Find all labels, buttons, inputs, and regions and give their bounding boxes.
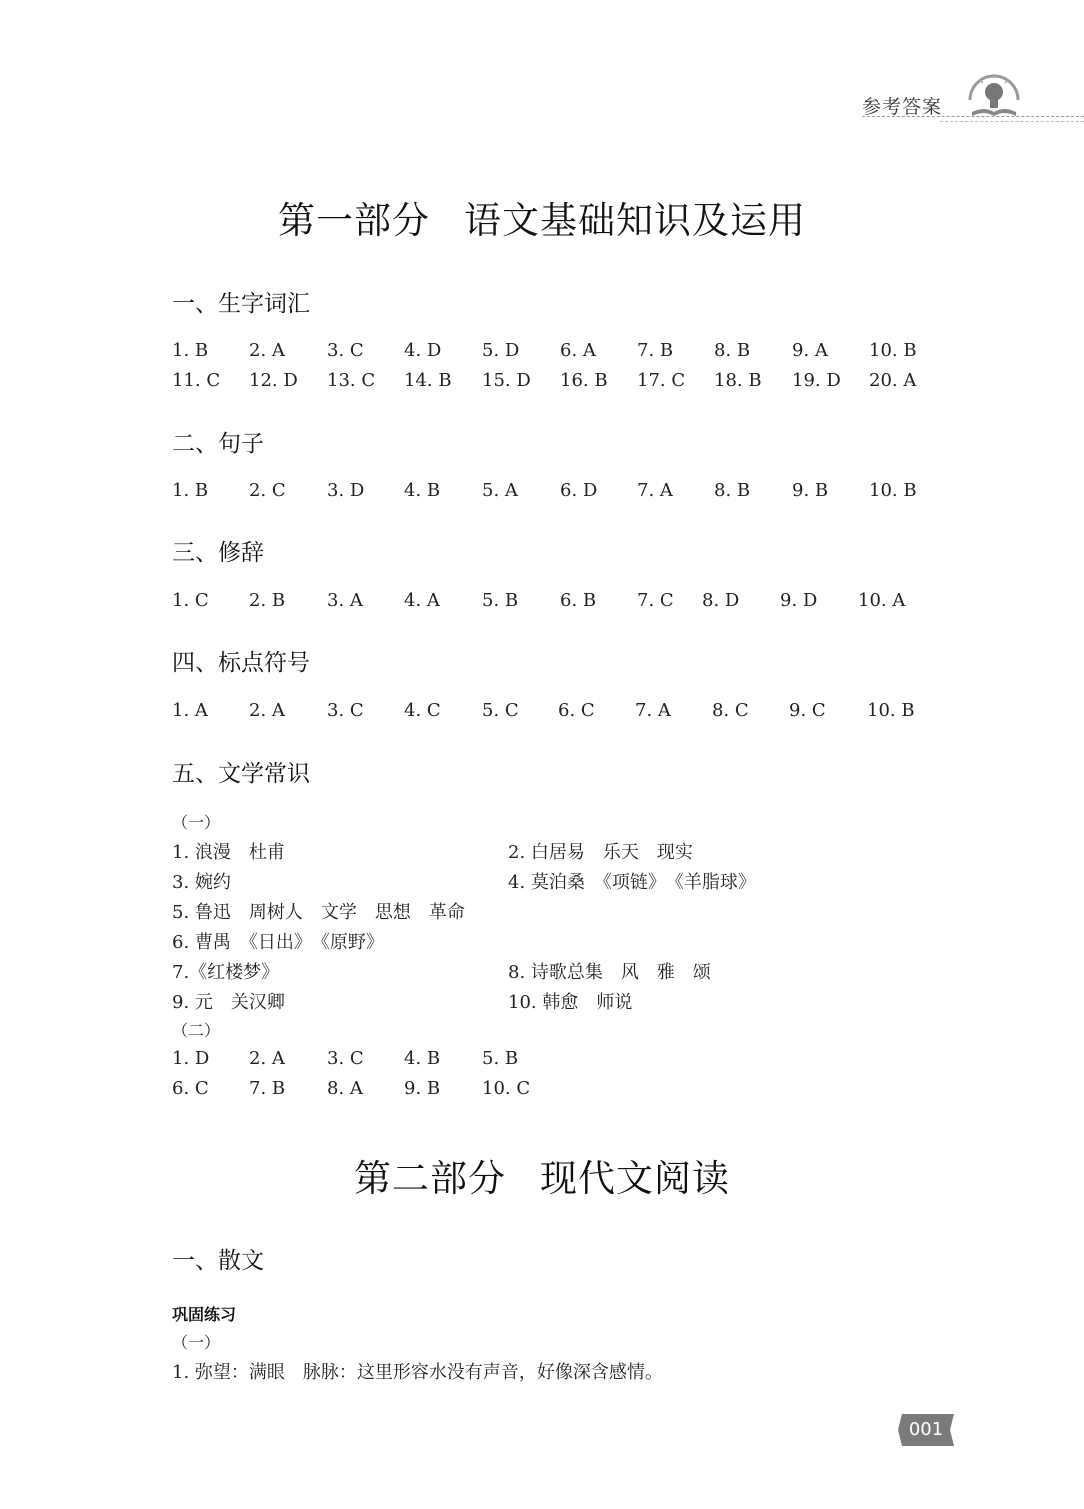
answer-item: 9. C [789, 700, 826, 721]
answers-vocabulary [172, 340, 952, 400]
answer-item: 6. B [560, 590, 597, 611]
literature-row [172, 898, 952, 928]
answer-item: 7. B [637, 340, 674, 361]
answer-item: 2. B [249, 590, 286, 611]
header-divider-secondary [940, 121, 1084, 122]
answer-item: 3. D [327, 480, 365, 501]
answer-item: 6. D [560, 480, 598, 501]
answer-item: 8. A [327, 1078, 363, 1099]
literature-item: 4. 莫泊桑 《项链》 《羊脂球》 [508, 872, 756, 893]
answer-item: 1. A [172, 700, 208, 721]
practice-label: 巩固练习 [172, 1305, 237, 1324]
literature-row [172, 868, 952, 898]
answer-item: 5. A [482, 480, 518, 501]
answer-item: 6. C [558, 700, 595, 721]
subsection-label: （一） [172, 1333, 221, 1352]
answer-item: 7. C [637, 590, 674, 611]
answer-item: 10. B [869, 340, 917, 361]
answer-item: 8. B [714, 340, 751, 361]
part1-title-name: 语文基础知识及运用 [464, 199, 806, 242]
answer-item: 2. A [249, 700, 285, 721]
part1-title [0, 190, 1084, 244]
answer-item: 3. C [327, 700, 364, 721]
literature-item: 8. 诗歌总集 风 雅 颂 [508, 962, 711, 983]
literature-item: 7.《红楼梦》 [172, 962, 280, 983]
answer-item: 6. A [560, 340, 596, 361]
section-title-rhetoric: 三、修辞 [172, 540, 264, 566]
answer-item: 1. B [172, 340, 209, 361]
answer-item: 10. A [858, 590, 906, 611]
answer-item: 7. B [249, 1078, 286, 1099]
answer-item: 1. B [172, 480, 209, 501]
answer-item: 4. D [404, 340, 442, 361]
answer-item: 4. A [404, 590, 440, 611]
part2-title [0, 1148, 1084, 1202]
answer-item: 8. B [714, 480, 751, 501]
answer-item: 1. D [172, 1048, 210, 1069]
section-title-vocabulary: 一、生字词汇 [172, 291, 310, 317]
answers-sentences [172, 480, 952, 510]
answer-item: 3. C [327, 1048, 364, 1069]
answer-item: 11. C [172, 370, 221, 391]
literature-item: 1. 浪漫 杜甫 [172, 842, 285, 863]
lightbulb-book-icon [962, 66, 1026, 122]
answer-item: 13. C [327, 370, 376, 391]
literature-item: 10. 韩愈 师说 [508, 992, 633, 1013]
answer-item: 4. C [404, 700, 441, 721]
section-title-punctuation: 四、标点符号 [172, 650, 310, 676]
literature-row [172, 838, 952, 868]
answer-item: 5. C [482, 700, 519, 721]
section-title-literature: 五、文学常识 [172, 761, 310, 787]
part2-title-number: 第二部分 [354, 1157, 506, 1200]
literature-item: 9. 元 关汉卿 [172, 992, 285, 1013]
answer-row [172, 370, 952, 400]
section-title-prose: 一、散文 [172, 1248, 264, 1274]
answer-item: 5. B [482, 1048, 519, 1069]
answer-item: 10. B [869, 480, 917, 501]
header-divider [862, 116, 1084, 117]
answers-rhetoric [172, 590, 952, 620]
answer-item: 9. B [404, 1078, 441, 1099]
answer-row [172, 480, 952, 510]
answer-row [172, 700, 952, 730]
literature-item: 5. 鲁迅 周树人 文学 思想 革命 [172, 902, 465, 923]
answer-row [172, 340, 952, 370]
answer-item: 4. B [404, 480, 441, 501]
page-number: 001 [908, 1419, 944, 1440]
answer-item: 2. C [249, 480, 286, 501]
answer-row [172, 590, 952, 620]
answer-item: 12. D [249, 370, 298, 391]
subsection-label: （二） [172, 1021, 221, 1040]
answer-item: 14. B [404, 370, 452, 391]
answer-item: 10. B [867, 700, 915, 721]
literature-item: 6. 曹禺 《日出》 《原野》 [172, 932, 384, 953]
section-title-sentences: 二、句子 [172, 431, 264, 457]
answer-item: 19. D [792, 370, 841, 391]
answer-item: 5. B [482, 590, 519, 611]
answer-item: 7. A [637, 480, 673, 501]
answer-row [172, 1078, 952, 1108]
literature-item: 3. 婉约 [172, 872, 231, 893]
answer-item: 5. D [482, 340, 520, 361]
literature-row [172, 958, 952, 988]
answer-item: 7. A [635, 700, 671, 721]
answer-item: 18. B [714, 370, 762, 391]
header-label: 参考答案 [862, 96, 943, 118]
answer-item: 9. D [780, 590, 818, 611]
answer-item: 1. C [172, 590, 209, 611]
prose-answers [172, 1330, 952, 1388]
answer-item: 9. B [792, 480, 829, 501]
literature-row [172, 928, 952, 958]
subsection-label: （一） [172, 813, 221, 832]
literature-item: 2. 白居易 乐天 现实 [508, 842, 693, 863]
part2-title-name: 现代文阅读 [540, 1157, 730, 1200]
answer-item: 8. C [712, 700, 749, 721]
answer-item: 6. C [172, 1078, 209, 1099]
answer-item: 17. C [637, 370, 686, 391]
answer-item: 9. A [792, 340, 828, 361]
answer-row [172, 1048, 952, 1078]
answer-item: 15. D [482, 370, 531, 391]
literature-row [172, 988, 952, 1018]
answer-item: 10. C [482, 1078, 531, 1099]
answer-item: 16. B [560, 370, 608, 391]
answer-item: 8. D [702, 590, 740, 611]
part1-title-number: 第一部分 [278, 199, 430, 242]
answer-item: 2. A [249, 1048, 285, 1069]
literature-answers [172, 810, 952, 1108]
answer-item: 4. B [404, 1048, 441, 1069]
answer-item: 3. C [327, 340, 364, 361]
prose-answer-line: 1. 弥望：满眼 脉脉：这里形容水没有声音，好像深含感情。 [172, 1362, 663, 1383]
answer-item: 3. A [327, 590, 363, 611]
answer-item: 20. A [869, 370, 917, 391]
answer-item: 2. A [249, 340, 285, 361]
answers-punctuation [172, 700, 952, 730]
